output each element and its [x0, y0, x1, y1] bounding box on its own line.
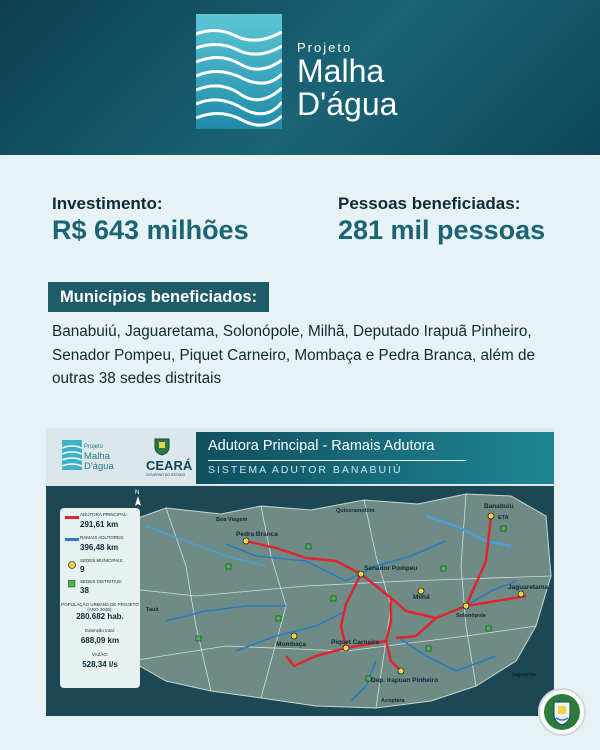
compass-label: N [135, 490, 140, 496]
district-marker [306, 544, 311, 549]
region-shape [104, 494, 551, 708]
legend-flow-value: 528,34 l/s [82, 660, 118, 669]
legend-extension-label: Extensão total: [85, 628, 115, 633]
legend-population-label: POPULAÇÃO URBANA DE PROJETO (ANO 2045): [61, 602, 139, 612]
town-label-acopiara: Acopiara [381, 698, 405, 704]
district-marker [501, 526, 506, 531]
brand-line-1: Malha [297, 53, 385, 89]
brand-small: Projeto [297, 40, 353, 55]
municipalities-heading: Municípios beneficiados: [48, 282, 269, 312]
town-label-pedra-branca: Pedra Branca [236, 531, 278, 538]
legend-main-label: ADUTORA PRINCIPAL: [80, 512, 128, 517]
main-pipe-legend-icon [65, 516, 79, 520]
legend-flow-label: VAZÃO: [91, 652, 109, 657]
district-marker [196, 636, 201, 641]
district-marker [486, 626, 491, 631]
town-label-piquet: Piquet Carneiro [331, 639, 380, 646]
mini-brand [84, 442, 114, 472]
map-title-bar [196, 432, 554, 484]
legend-seats-value: 9 [80, 565, 85, 574]
map-panel [46, 428, 554, 716]
state-seal-icon [538, 688, 586, 736]
legend-population-value: 280.682 hab. [76, 612, 124, 621]
mini-brand-small: Projeto [84, 444, 104, 450]
town-label-quixeramobim: Quixeramobim [336, 508, 375, 514]
people-value: 281 mil pessoas [338, 215, 546, 245]
town-dot [488, 513, 494, 519]
town-dot [518, 591, 524, 597]
municipalities-text: Banabuiú, Jaguaretama, Solonópole, Milhã, Deputado Irapuã Pinheiro, Senador Pompeu, Piquet Carneiro, Mombaça e Pedra Branca, além de outras 38 sedes distritais [52, 323, 535, 387]
town-dot [291, 633, 297, 639]
investment-label: Investimento: [52, 194, 163, 213]
district-marker [276, 616, 281, 621]
town-label-taua: Tauá [146, 607, 159, 613]
town-label-jaguaribe: Jaguaribe [511, 672, 537, 678]
legend-district-value: 38 [80, 586, 89, 595]
town-dot [398, 668, 404, 674]
mini-logo-icon [62, 440, 82, 470]
legend-extension-value: 688,09 km [80, 636, 120, 645]
legend-main-value: 291,61 km [80, 520, 119, 529]
district-legend-icon [68, 580, 76, 588]
town-label-senador-pompeu: Senador Pompeu [364, 565, 418, 572]
district-marker [441, 566, 446, 571]
town-label-banabuiu: Banabuiú [484, 503, 514, 510]
map-panel-header [46, 428, 554, 486]
town-label-solonopole: Solonópole [456, 613, 486, 619]
brand-line-2: D'água [297, 86, 398, 122]
header-banner [0, 0, 600, 155]
town-dot [463, 603, 469, 609]
map-legend [60, 508, 140, 688]
map-title: Adutora Principal - Ramais Adutora [208, 438, 435, 454]
ceara-emblem-icon [154, 438, 170, 456]
mini-brand-line-2: D'água [84, 461, 114, 472]
district-marker [331, 596, 336, 601]
brand-name [297, 40, 397, 121]
town-label-milha: Milhã [413, 594, 430, 601]
legend-branch-value: 396,48 km [80, 543, 119, 552]
town-label-mombaca: Mombaça [276, 641, 306, 648]
town-label-jaguaretama: Jaguaretama [508, 584, 549, 591]
town-label-boa-viagem: Boa Viagem [216, 517, 248, 523]
branch-pipe-legend-icon [65, 538, 79, 542]
people-label: Pessoas beneficiadas: [338, 194, 521, 213]
district-marker [226, 564, 231, 569]
town-dot [243, 538, 249, 544]
mini-brand-line-1: Malha [84, 451, 110, 462]
state-name: CEARÁ [146, 458, 193, 473]
town-label-eta: ETA [498, 515, 509, 521]
legend-district-label: SEDES DISTRITAIS: [80, 579, 123, 584]
state-sub: GOVERNO DO ESTADO [146, 473, 186, 477]
investment-value: R$ 643 milhões [52, 215, 249, 245]
town-label-irapua: Dep. Irapuan Pinheiro [371, 677, 439, 684]
legend-seats-label: SEDES MUNICIPAIS: [80, 558, 124, 563]
legend-branch-label: RAMAIS ADUTORES: [80, 535, 125, 540]
district-marker [426, 646, 431, 651]
seat-legend-icon [67, 560, 77, 570]
malha-dagua-logo [196, 14, 282, 129]
map-subtitle: SISTEMA ADUTOR BANABUIÚ [208, 464, 403, 476]
map-title-divider [208, 460, 466, 461]
